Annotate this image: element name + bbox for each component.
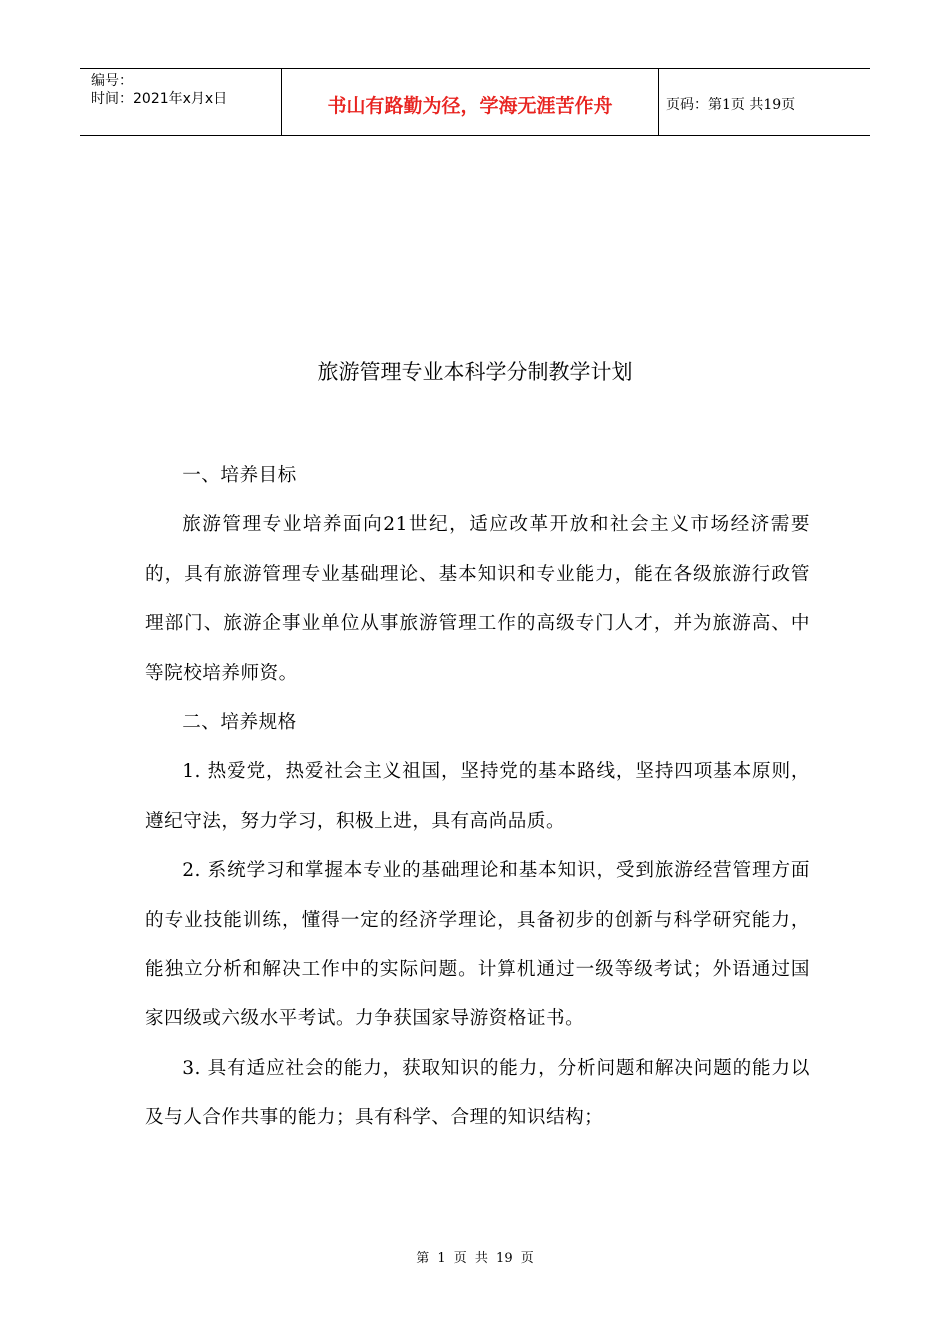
section-heading-objectives: 一、培养目标 xyxy=(182,465,297,486)
body-paragraph: 1. 热爱党，热爱社会主义祖国，坚持党的基本路线，坚持四项基本原则，遵纪守法，努力学习，积极上进，具有高尚品质。 xyxy=(145,761,810,832)
body-paragraph: 旅游管理专业培养面向21世纪，适应改革开放和社会主义市场经济需要的，具有旅游管理专业基础理论、基本知识和专业能力，能在各级旅游行政管理部门、旅游企事业单位从事旅游管理工作的高级专门人才，并为旅游高、中等院校培养师资。 xyxy=(145,514,810,684)
page-number-footer: 第 1 页 共 19 页 xyxy=(416,1251,534,1266)
body-paragraph: 2. 系统学习和掌握本专业的基础理论和基本知识，受到旅游经营管理方面的专业技能训练，懂得一定的经济学理论，具备初步的创新与科学研究能力，能独立分析和解决工作中的实际问题。计算机通过一级等级考试；外语通过国家四级或六级水平考试。力争获国家导游资格证书。 xyxy=(145,860,810,1030)
document-title: 旅游管理专业本科学分制教学计划 xyxy=(317,360,633,384)
document-body xyxy=(145,451,810,1143)
section-heading-specifications: 二、培养规格 xyxy=(182,712,297,734)
header-meta-cell xyxy=(80,69,282,135)
time-label: 时间：2021年x月x日 xyxy=(91,91,228,107)
header-motto: 书山有路勤为径，学海无涯苦作舟 xyxy=(282,69,659,135)
serial-number-label: 编号： xyxy=(91,73,133,89)
body-paragraph: 3. 具有适应社会的能力，获取知识的能力，分析问题和解决问题的能力以及与人合作共事的能力；具有科学、合理的知识结构； xyxy=(145,1057,810,1129)
header-page-info: 页码：第1页 共19页 xyxy=(666,97,796,113)
document-header xyxy=(80,68,870,136)
